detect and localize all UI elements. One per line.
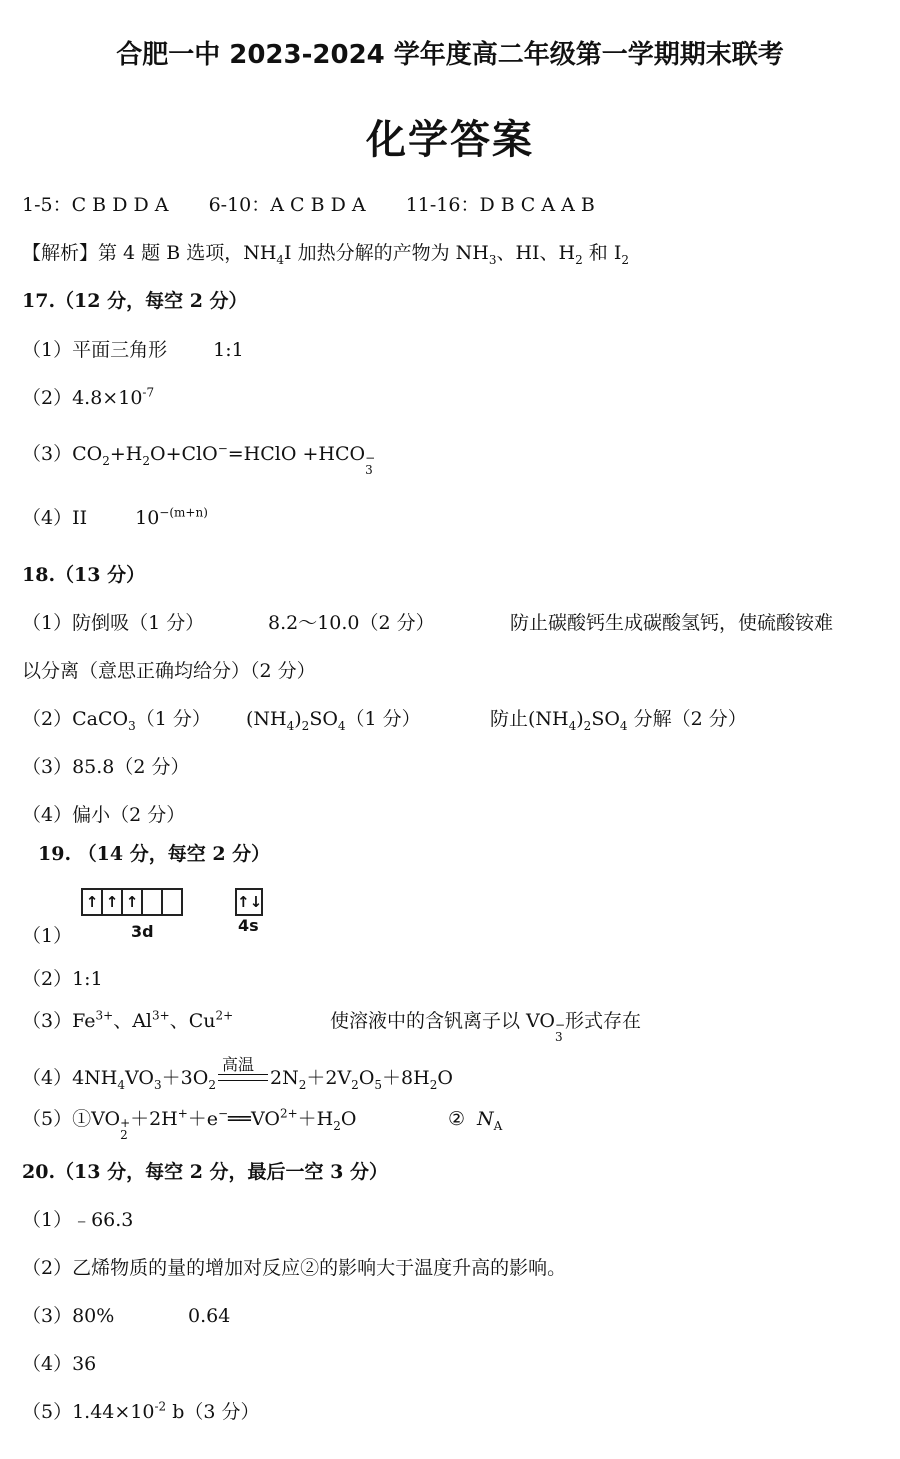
answer-text: O — [358, 1067, 375, 1089]
subscript: 2 — [298, 1077, 307, 1092]
subscript: 2 — [142, 453, 150, 468]
q20-answer-5 — [22, 1399, 260, 1423]
q19-answer-1-label: （1） — [22, 925, 73, 947]
subscript: 4 — [286, 718, 295, 733]
q18-answer-2b — [246, 708, 421, 733]
mc-group1-label: 1-5： — [22, 194, 72, 216]
subscript: 4 — [619, 718, 628, 733]
subscript: 5 — [374, 1077, 383, 1092]
answer-label: （4） — [22, 804, 73, 826]
q19-answer-4b — [270, 1067, 453, 1092]
answer-text: 4.8×10 — [72, 387, 143, 409]
q18-answer-4 — [22, 806, 185, 825]
q19-answer-2 — [22, 970, 103, 989]
answer-text: ＋e — [187, 1108, 219, 1130]
analysis-text: I 加热分解的产物为 NH — [284, 242, 489, 264]
answer-text: O — [340, 1108, 357, 1130]
answer-text: 防倒吸（1 分） — [72, 612, 205, 634]
answer-text: CO — [72, 443, 103, 465]
answer-text: 形式存在 — [565, 1010, 642, 1032]
answer-text: ＋8H — [382, 1067, 430, 1089]
page-heading: 化学答案 — [366, 116, 534, 163]
mc-group2-label: 6-10： — [208, 194, 271, 216]
subscript: 2 — [583, 718, 592, 733]
subscript: 2 — [333, 1118, 341, 1133]
exam-title: 合肥一中 2023-2024 学年度高二年级第一学期期末联考 — [116, 40, 784, 70]
answer-text: ＋H — [297, 1108, 334, 1130]
subscript: 4 — [568, 718, 577, 733]
q20-answer-3b: 0.64 — [188, 1305, 231, 1327]
answer-text: =HClO +HCO — [227, 443, 366, 465]
answer-text: 80% — [72, 1305, 115, 1327]
superscript: −(m+n) — [159, 505, 208, 520]
superscript: 3+ — [152, 1008, 170, 1023]
q18-answer-2 — [22, 708, 211, 733]
q18-header: 18.（13 分） — [22, 564, 146, 586]
answer-label: （1） — [22, 612, 73, 634]
orbital-3d-diagram — [81, 888, 183, 916]
answer-text: ══VO — [228, 1108, 280, 1130]
q18-answer-1-reason: 防止碳酸钙生成碳酸氢钙，使硫酸铵难 — [510, 612, 834, 634]
mc-group2: A C B D A — [270, 194, 366, 216]
answer-text: （1 分） — [135, 708, 211, 730]
subscript: 2 — [351, 1077, 359, 1092]
answer-text: 1:1 — [72, 968, 103, 990]
q20-header: 20.（13 分，每空 2 分，最后一空 3 分） — [22, 1161, 389, 1183]
answer-label: （1） — [22, 339, 73, 361]
answer-text: ①VO — [72, 1108, 121, 1130]
answer-label: （4） — [22, 1067, 73, 1089]
q19-answer-3b: 使溶液中的含钒离子以 VO − 3 形式存在 — [330, 1010, 642, 1044]
answer-label: （2） — [22, 968, 73, 990]
subscript: 2 — [621, 252, 629, 267]
answer-text: SO — [309, 708, 338, 730]
superscript: 2+ — [279, 1106, 298, 1121]
answer-text: II — [72, 507, 88, 529]
orbital-box: ↑ — [83, 890, 103, 914]
answer-text: 1:1 — [213, 339, 244, 361]
analysis-text: 、HI、H — [496, 242, 576, 264]
answer-text: 偏小（2 分） — [72, 804, 186, 826]
q17-answer-1 — [22, 341, 244, 360]
answer-text: 乙烯物质的量的增加对反应②的影响大于温度升高的影响。 — [72, 1257, 567, 1279]
answer-text: (NH — [246, 708, 287, 730]
answer-text: O — [437, 1067, 453, 1089]
subscript: 2 — [208, 1077, 216, 1092]
answer-text: CaCO — [72, 708, 129, 730]
q18-answer-1-range: 8.2～10.0（2 分） — [268, 612, 435, 634]
q18-answer-1 — [22, 614, 204, 633]
answer-label: （3） — [22, 443, 73, 465]
q19-answer-5: （5）①VO + 2 $+2H^++e^-══VO^{2+}+H_2O$ — [22, 1106, 357, 1142]
analysis-text: 【解析】第 4 题 B 选项，NH — [22, 242, 277, 264]
superscript: 3+ — [95, 1008, 114, 1023]
q19-answer-5b — [448, 1108, 503, 1133]
answer-text: ＋3O — [161, 1067, 209, 1089]
analysis-text: 和 I — [582, 242, 622, 264]
superscript: 2+ — [215, 1008, 234, 1023]
subscript: 2 — [301, 718, 310, 733]
answer-text: +H — [109, 443, 143, 465]
avogadro-symbol: N — [477, 1108, 494, 1130]
orbital-box: ↑ — [103, 890, 123, 914]
answer-label: （2） — [22, 708, 73, 730]
answer-text: O+ClO — [150, 443, 218, 465]
answer-text: 、Cu — [169, 1010, 216, 1032]
answer-text: VO — [125, 1067, 154, 1089]
mc-answers — [22, 196, 595, 215]
answer-text: b（3 分） — [166, 1401, 260, 1423]
answer-text: 4NH — [72, 1067, 118, 1089]
answer-text: 2N — [270, 1067, 299, 1089]
q18-answer-3 — [22, 758, 190, 777]
superscript: -7 — [142, 385, 155, 400]
answer-text: 1.44×10 — [72, 1401, 155, 1423]
analysis-note — [22, 242, 629, 267]
orbital-box — [143, 890, 163, 914]
subscript: 3 — [154, 1077, 162, 1092]
mc-group1: C B D D A — [71, 194, 169, 216]
subscript: 2 — [575, 252, 583, 267]
orbital-3d-label: 3d — [131, 922, 154, 941]
answer-label: （4） — [22, 1353, 73, 1375]
superscript: -2 — [154, 1399, 167, 1414]
q20-answer-3 — [22, 1307, 114, 1326]
q19-answer-4 — [22, 1067, 216, 1092]
subscript: 2 — [102, 453, 110, 468]
q20-answer-1 — [22, 1211, 133, 1230]
answer-label: （3） — [22, 1305, 73, 1327]
subscript: 4 — [276, 252, 285, 267]
answer-text: 防止(NH — [490, 708, 569, 730]
orbital-box: ↑↓ — [237, 893, 263, 911]
q17-header: 17.（12 分，每空 2 分） — [22, 290, 248, 312]
answer-text: SO — [591, 708, 620, 730]
answer-text: ) — [576, 708, 584, 730]
subscript: 4 — [117, 1077, 126, 1092]
answer-label: （3） — [22, 756, 73, 778]
reaction-equals-sign — [218, 1074, 268, 1081]
answer-text: ﹣66.3 — [72, 1209, 134, 1231]
q17-answer-2 — [22, 385, 155, 409]
answer-label: （2） — [22, 1257, 73, 1279]
orbital-box: ↑ — [123, 890, 143, 914]
answer-label: （5） — [22, 1401, 73, 1423]
subscript: 3 — [488, 252, 497, 267]
answer-text: 、Al — [113, 1010, 152, 1032]
answer-text: Fe — [72, 1010, 96, 1032]
answer-text: 平面三角形 — [72, 339, 168, 361]
orbital-4s-diagram — [235, 888, 263, 916]
answer-text: ＋2V — [306, 1067, 352, 1089]
answer-text: 使溶液中的含钒离子以 VO — [330, 1010, 556, 1032]
subscript: 2 — [429, 1077, 438, 1092]
mc-group3: D B C A A B — [479, 194, 595, 216]
reaction-condition: 高温 — [222, 1055, 255, 1074]
answer-label: （4） — [22, 507, 73, 529]
q17-answer-4 — [22, 505, 208, 529]
orbital-box — [163, 890, 181, 914]
answer-text: 10 — [135, 507, 160, 529]
answer-text: （1 分） — [345, 708, 421, 730]
orbital-4s-label: 4s — [238, 916, 259, 935]
answer-text: 分解（2 分） — [627, 708, 747, 730]
mc-group3-label: 11-16： — [405, 194, 480, 216]
q20-answer-4 — [22, 1355, 96, 1374]
subscript: 3 — [128, 718, 136, 733]
answer-text: ＋2H — [130, 1108, 178, 1130]
superscript: − — [217, 441, 228, 456]
q19-answer-3 — [22, 1008, 234, 1032]
answer-label: （1） — [22, 1209, 73, 1231]
answer-label: （5） — [22, 1108, 73, 1130]
answer-text: ) — [294, 708, 302, 730]
answer-label: （2） — [22, 387, 73, 409]
superscript: − — [218, 1106, 229, 1121]
q20-answer-2 — [22, 1259, 566, 1278]
answer-label: （3） — [22, 1010, 73, 1032]
q19-header: 19. （14 分，每空 2 分） — [38, 843, 271, 865]
q18-answer-2c — [490, 708, 747, 733]
answer-text: 36 — [72, 1353, 97, 1375]
subscript: A — [493, 1118, 503, 1133]
answer-text: 85.8（2 分） — [72, 756, 190, 778]
answer-text: ② — [448, 1108, 466, 1130]
superscript: + — [177, 1106, 188, 1121]
subscript: 4 — [337, 718, 346, 733]
q18-answer-1-cont: 以分离（意思正确均给分）（2 分） — [22, 660, 316, 682]
q17-answer-3: $(3)CO_2+H_2O+ClO^-=HClO +HCO$ − 3 — [22, 441, 376, 477]
